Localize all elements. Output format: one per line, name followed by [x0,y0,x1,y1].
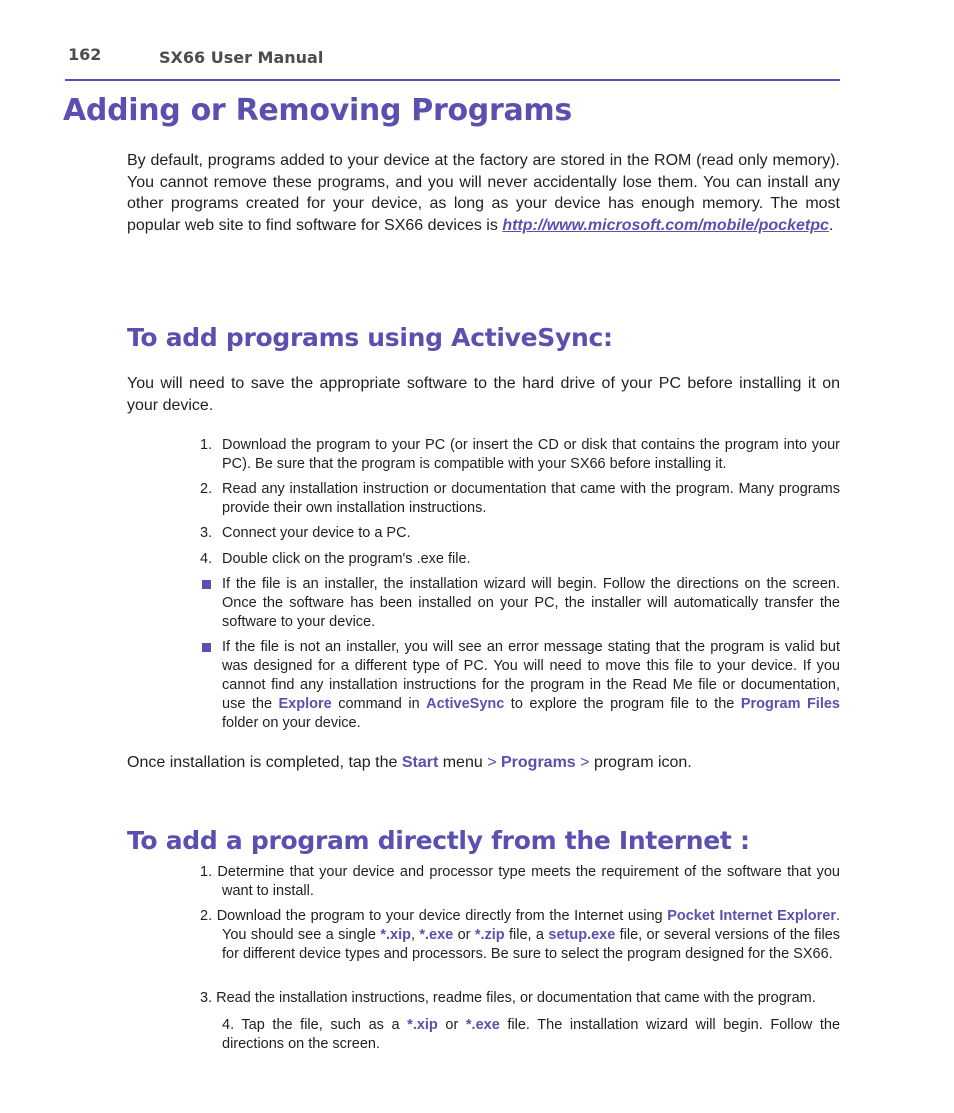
activesync-intro: You will need to save the appropriate software to the hard drive of your PC before installing it on your device. [127,375,840,414]
completion-paragraph: Once installation is completed, tap the Start menu > Programs > program icon. [127,754,692,771]
activesync-name: ActiveSync [426,696,505,712]
program-files-folder: Program Files [740,696,840,712]
bullet-installer: If the file is an installer, the installation wizard will begin. Follow the directions on the screen. Once the software has been installed on your PC, the installer will automatically transfer the software to your device. [200,575,840,632]
microsoft-pocketpc-link[interactable]: http://www.microsoft.com/mobile/pocketpc [502,216,829,234]
list-item: 3. Read the installation instructions, readme files, or documentation that came with the program. [200,990,816,1006]
square-bullet-icon [202,643,211,652]
list-item: 2. Download the program to your device directly from the Internet using Pocket Internet Explorer. You should see a single *.xip, *.exe or *.zip file, a setup.exe file, or several versions of the files for different device types and processors. Be sure to select the program designed for the SX66. [200,908,841,962]
page-title: Adding or Removing Programs [63,93,572,128]
list-item: 4. Double click on the program's .exe file. [200,551,471,567]
manual-title: SX66 User Manual [159,48,324,67]
list-item: 3. Connect your device to a PC. [200,525,411,541]
square-bullet-icon [202,580,211,589]
page-number: 162 [68,45,102,64]
bullet-not-installer: If the file is not an installer, you will see an error message stating that the program is valid but was designed for a different type of PC. You will need to move this file to your device. If you cannot find any installation instructions for the program in the Read Me file or documentation, use the Explore command in ActiveSync to explore the program file to the Program Files folder on your device. [200,638,840,733]
explore-command: Explore [278,696,332,712]
list-item: 1. Download the program to your PC (or insert the CD or disk that contains the program into your PC). Be sure that the program is compatible with your SX66 before installing it. [200,437,840,472]
pocket-internet-explorer: Pocket Internet Explorer [667,908,836,924]
list-item: 2. Read any installation instruction or documentation that came with the program. Many programs provide their own installation instructions. [200,481,840,516]
intro-paragraph: By default, programs added to your device at the factory are stored in the ROM (read only memory). You cannot remove these programs, and you will never accidentally lose them. You can install any other programs created for your device, as long as your device has enough memory. The most popular web site to find software for SX66 devices is http://www.microsoft.com/mobile/pocketpc. [127,152,840,234]
start-menu: Start [401,754,439,771]
list-item: 1. Determine that your device and processor type meets the requirement of the software that you want to install. [200,864,840,899]
programs-menu: Programs [501,754,576,771]
section-heading-internet: To add a program directly from the Internet : [127,826,750,855]
section-heading-activesync: To add programs using ActiveSync: [127,323,613,352]
list-item: 4. Tap the file, such as a *.xip or *.exe file. The installation wizard will begin. Follow the directions on the screen. [222,1017,841,1052]
header-divider [65,79,840,81]
